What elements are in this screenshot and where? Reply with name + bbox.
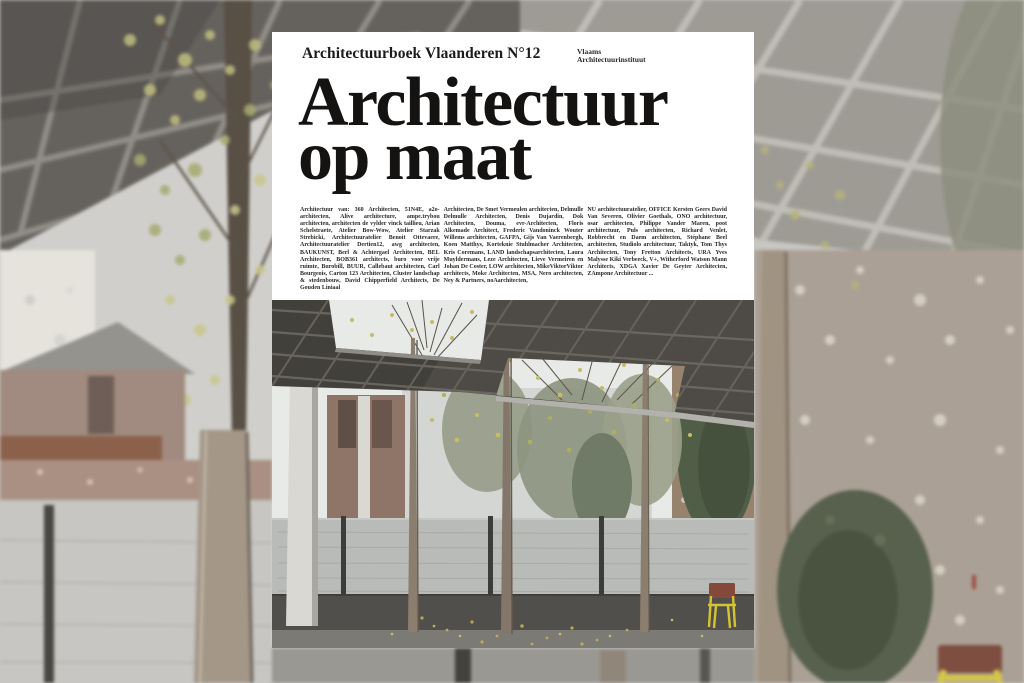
publisher-line-1: Vlaams <box>577 47 602 56</box>
cover-title-line-2: op maat <box>298 118 531 195</box>
credits-columns <box>300 207 727 292</box>
photo-panel-wall <box>272 516 754 600</box>
cover-title-line-1: Architectuur <box>298 64 668 141</box>
photo-ground <box>272 594 754 648</box>
background-yellow-chair <box>938 645 1002 683</box>
credits-column-3: NU architectuuratelier, OFFICE Kersten Geers David Van Severen, Olivier Goethals, ONO architectuur, osar architecten, Philippe Vander Maren, poot architectuur, Puls architecten, Richard Venlet, Robbrecht en Daem architecten, Stéphane Beel architecten, Studiolo architectuur, Taktyk, Tom Thys Architecten, Tony Fretton Architects, URA Yves Malysse Kiki Verbeeck, V+, Witherford Watson Mann Architects, XDGA Xavier De Geyter Architecten, ZAmpone Architectuur ... <box>587 207 728 277</box>
book-cover <box>272 32 754 648</box>
credits-column-1: Architectuur van: 360 Architecten, 51N4E, a2o-architecten, Alive architecture, ampe.trybou architecten, architecten de vylder vinck taillieu, Arian Schelstraete, Atelier Bow-Wow, Atelier Starzak Strebicki, Architectuuratelier Benoit Ottevaere, Architectuuratelier Dertien12, awg architecten, BAUKUNST, Berl & Achtergael Architecten, BEL Architecten, BOB361 architects, buro voor vrije ruimte, Burobill, BUUR, Callebaut architecten, Carl Bourgeois, Carton 123 Architecten, Cluster landschap & stedenbouw, David Chipperfield Architects, De Gouden Liniaal <box>300 207 440 292</box>
series-title: Architectuurboek Vlaanderen N°12 <box>302 45 541 62</box>
publisher-logo <box>577 48 646 64</box>
publisher-line-2: Architectuurinstituut <box>577 55 646 64</box>
credits-column-2: Architecten, De Smet Vermeulen architecten, Delmulle Delmulle Architecten, Denis Dujardin, Dok Architecten, Douma, evr-Architecten, Floris Alkemade Architect, Frederic Vandoninck Wouter Willems architecten, GAFPA, Gijs Van Vaerenbergh, Koen Matthys, Korteknie Stuhlmacher Architecten, Kris Coremans, LAND landschapsarchitecten, Laura Muyldermans, Leze Architecten, Lieve Vermeiren en Johan De Coster, LOW architecten, MikeViktorViktor architects, Moke Architecten, MSA, Nero architecten, Ney & Partners, noAarchitecten, <box>443 207 584 284</box>
cover-title <box>298 64 668 195</box>
background-ground-strip <box>272 648 754 683</box>
cover-photo <box>272 300 754 648</box>
